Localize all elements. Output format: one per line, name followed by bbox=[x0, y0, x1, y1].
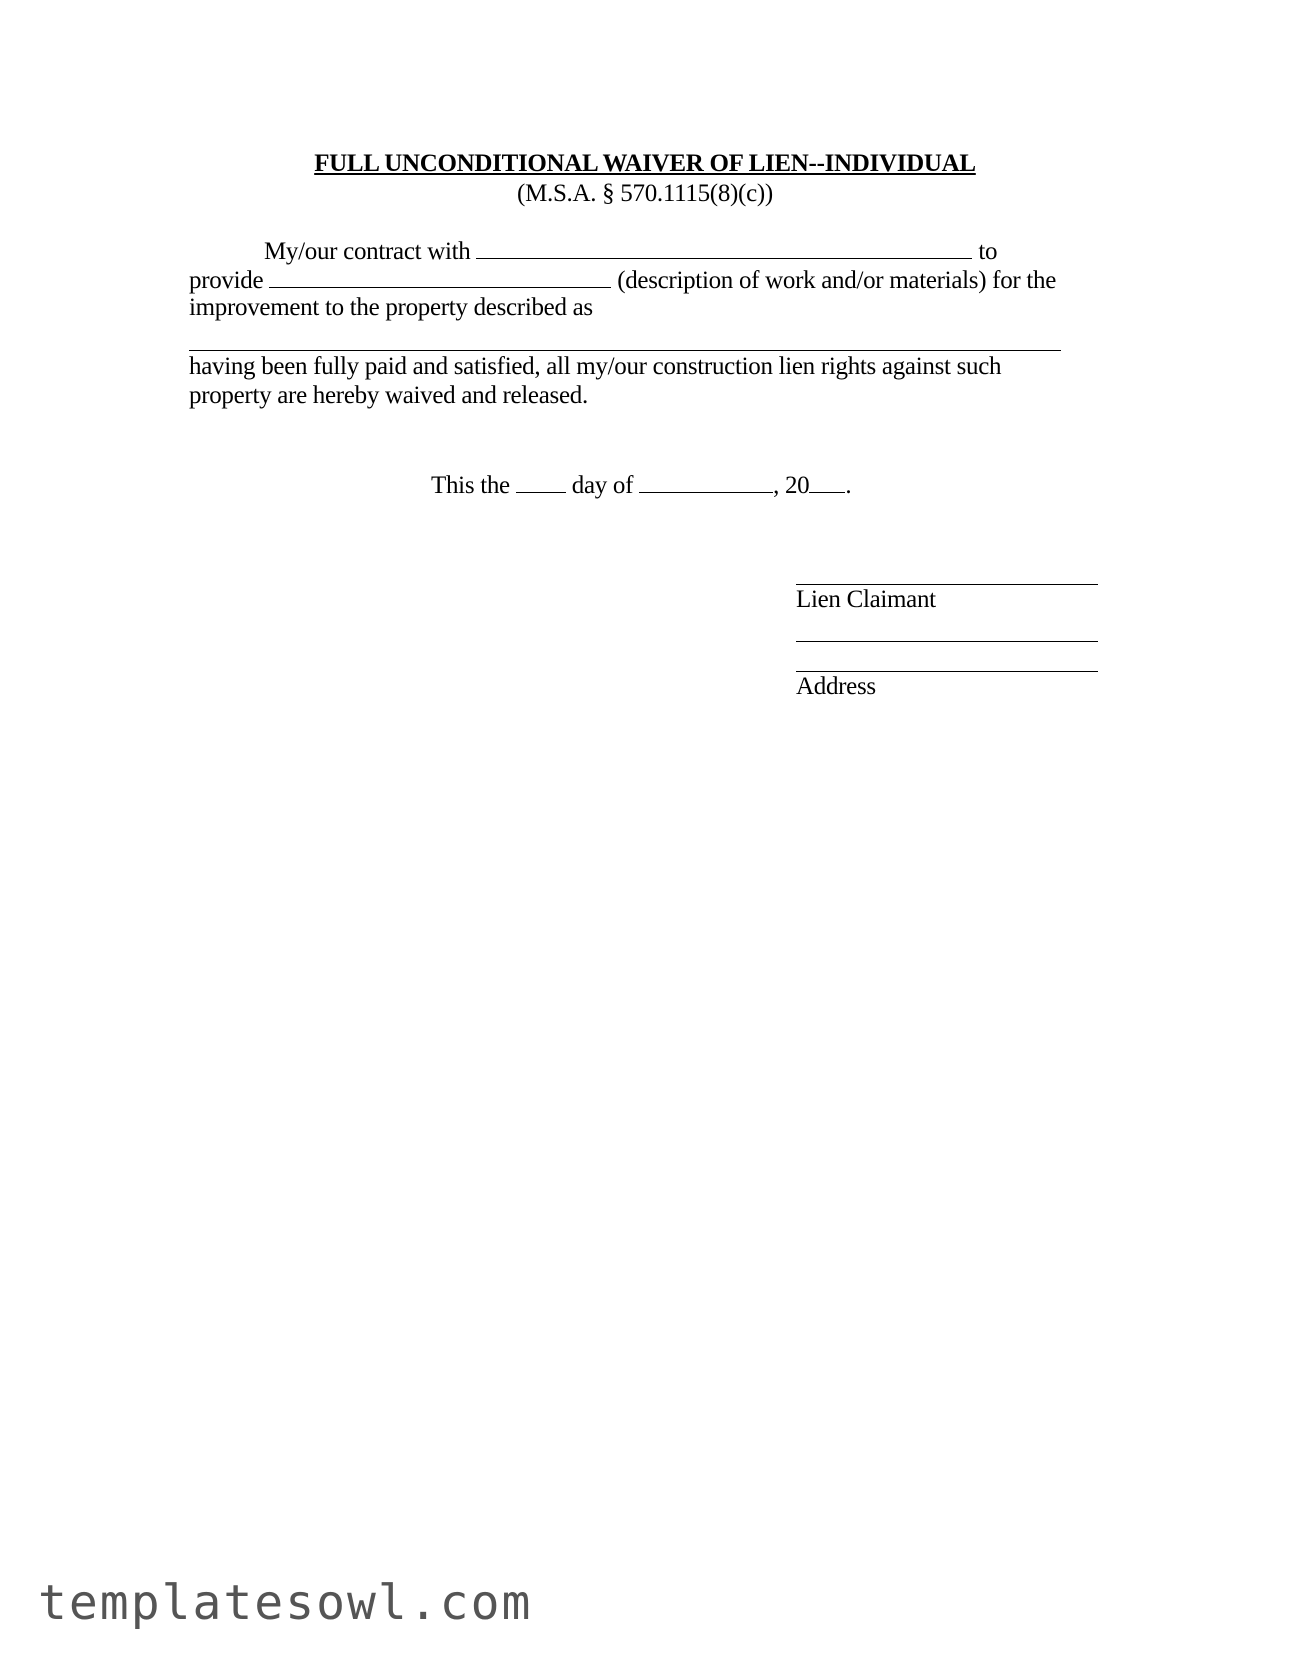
paragraph-line-4: having been fully paid and satisfied, all my/our construction lien rights against such bbox=[189, 353, 1002, 380]
lien-claimant-label: Lien Claimant bbox=[796, 586, 936, 613]
paragraph-line-5: property are hereby waived and released. bbox=[189, 382, 588, 409]
text-year-prefix: , 20 bbox=[773, 472, 810, 499]
paragraph-line-2 bbox=[189, 265, 1056, 295]
document-title: FULL UNCONDITIONAL WAIVER OF LIEN--INDIVIDUAL bbox=[314, 150, 976, 177]
work-description-blank[interactable] bbox=[269, 265, 611, 288]
address-line-1[interactable] bbox=[796, 641, 1098, 642]
contractor-name-blank[interactable] bbox=[476, 236, 972, 259]
text-this-the: This the bbox=[431, 472, 510, 499]
day-blank[interactable] bbox=[516, 470, 566, 493]
month-blank[interactable] bbox=[639, 470, 773, 493]
address-label: Address bbox=[796, 673, 876, 700]
text-day-of: day of bbox=[571, 472, 634, 499]
year-blank[interactable] bbox=[809, 470, 845, 493]
text-provide: provide bbox=[189, 267, 264, 294]
lien-claimant-signature-line[interactable] bbox=[796, 584, 1098, 585]
address-line-2[interactable] bbox=[796, 671, 1098, 672]
watermark-text: templatesowl.com bbox=[38, 1575, 533, 1631]
text-period: . bbox=[845, 472, 852, 499]
paragraph-line-1 bbox=[264, 236, 997, 266]
property-description-blank[interactable] bbox=[189, 350, 1061, 351]
text-contract-with: My/our contract with bbox=[264, 238, 471, 265]
statute-citation: (M.S.A. § 570.1115(8)(c)) bbox=[517, 180, 773, 207]
text-description-note: (description of work and/or materials) for the bbox=[617, 267, 1057, 294]
date-line bbox=[431, 470, 851, 500]
paragraph-line-3: improvement to the property described as bbox=[189, 294, 593, 321]
text-to: to bbox=[978, 238, 998, 265]
